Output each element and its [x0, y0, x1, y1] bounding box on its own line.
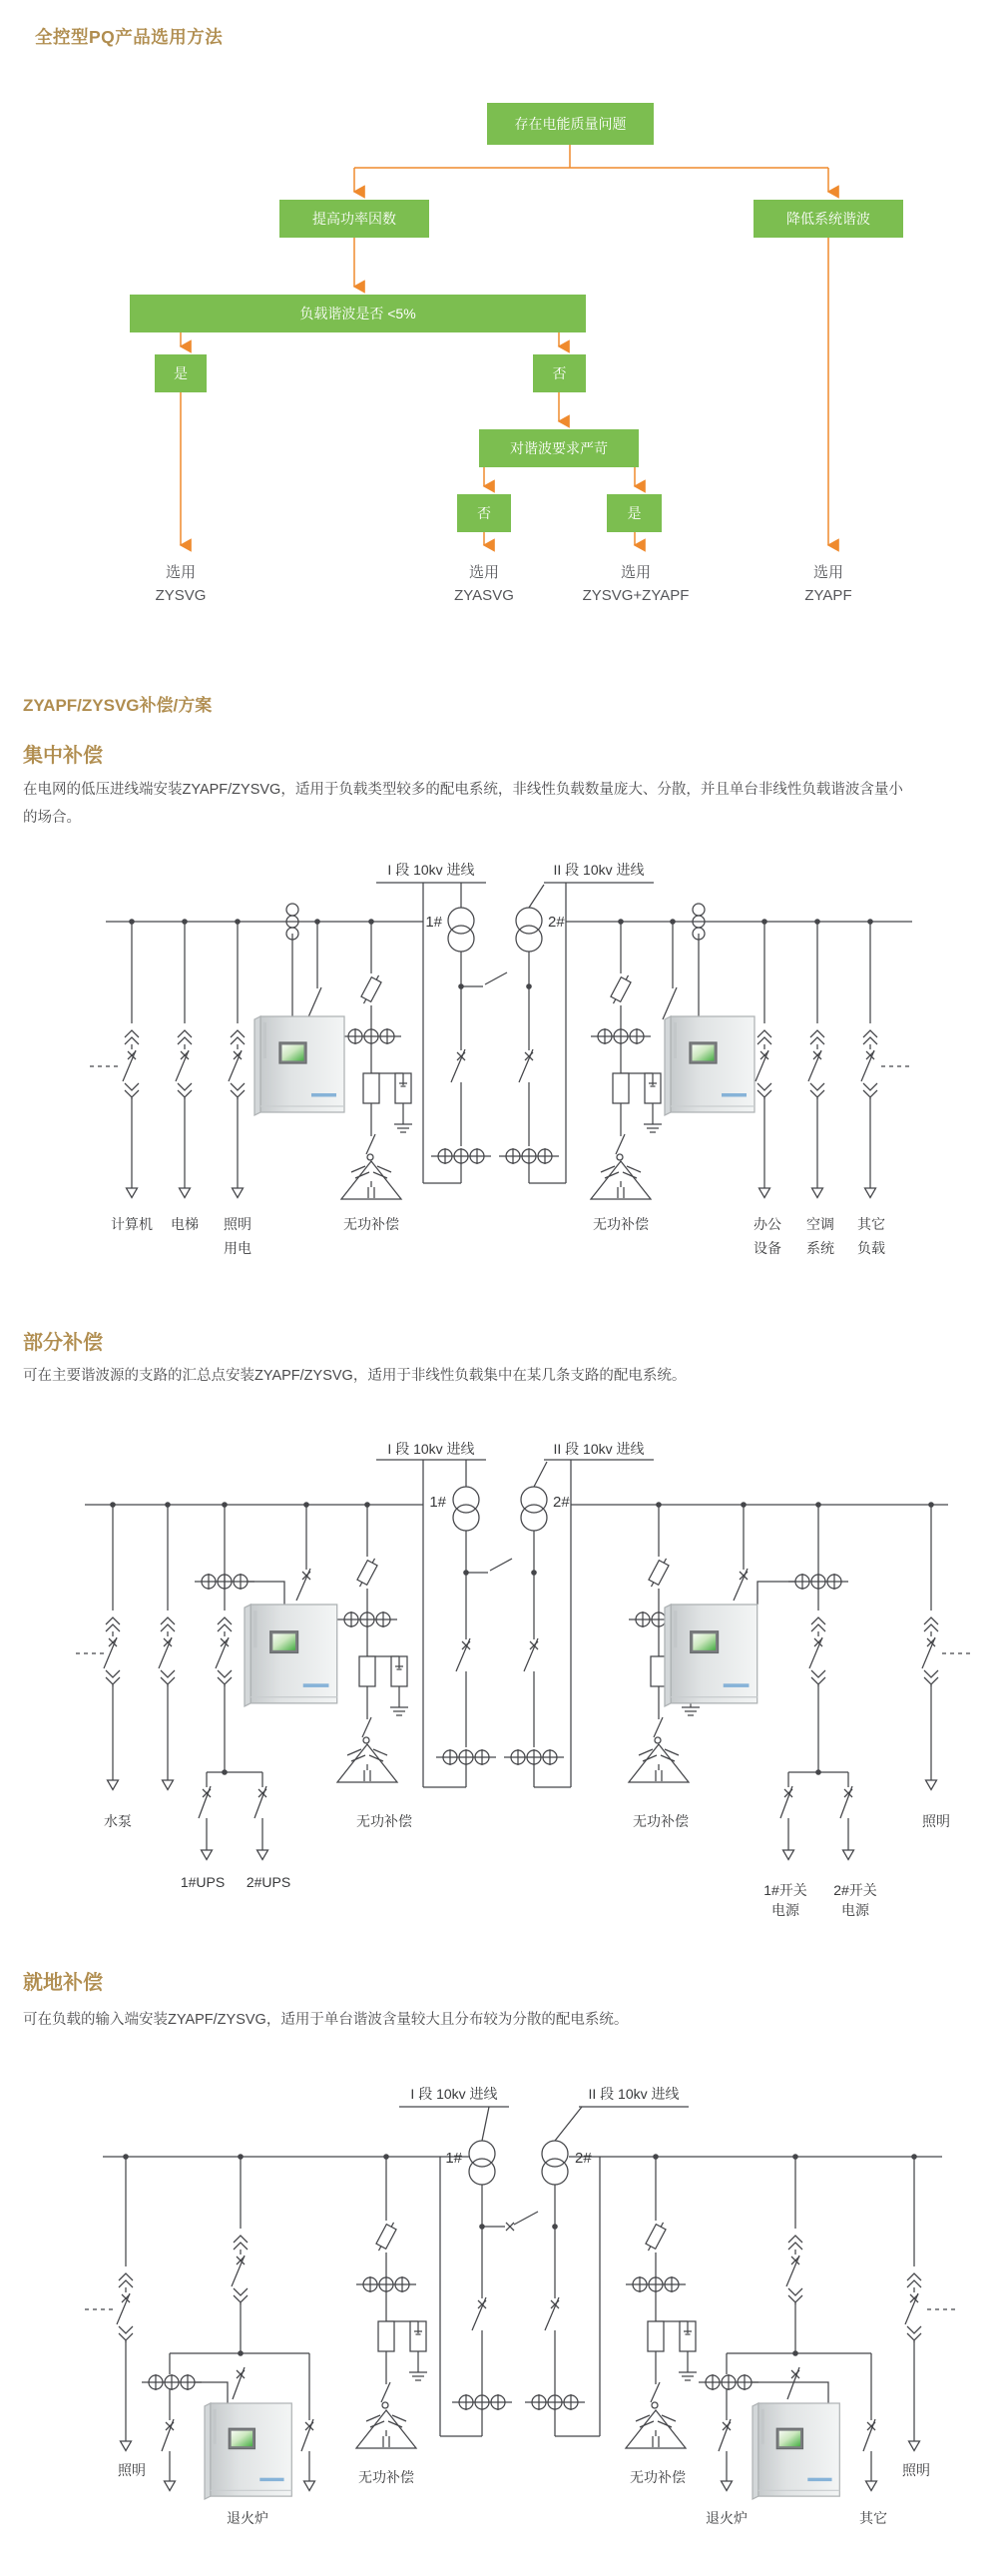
select-label: 选用	[165, 564, 196, 581]
capacitor-bank-icon	[626, 2410, 686, 2448]
load-arrow-icon	[304, 2481, 315, 2491]
transformer-icon	[448, 908, 474, 952]
result-product: ZYSVG+ZYAPF	[582, 587, 690, 604]
load-label: 照明	[118, 2462, 146, 2478]
load-arrow-icon	[108, 1780, 119, 1790]
load-label: 用电	[224, 1240, 252, 1256]
incoming-line-1-label: I 段 10kv 进线	[387, 862, 475, 878]
transformer-icon	[542, 2141, 568, 2185]
load-label: 1#UPS	[180, 1874, 226, 1890]
load-label: 照明	[224, 1216, 252, 1232]
load-label: 办公	[754, 1216, 781, 1232]
load-arrow-icon	[909, 2441, 920, 2451]
section-main-title: ZYAPF/ZYSVG补偿/方案	[23, 696, 213, 715]
transformer-icon	[521, 1487, 547, 1531]
transformer-icon	[516, 908, 542, 952]
flowchart-node-power-factor: 提高功率因数	[279, 200, 429, 238]
load-label: 水泵	[104, 1813, 132, 1829]
load-arrow-icon	[722, 2481, 733, 2491]
breaker-icon	[159, 1617, 175, 1686]
ct-icon	[142, 2374, 202, 2390]
result-product: ZYASVG	[454, 587, 514, 604]
incoming-line-1-label: I 段 10kv 进线	[410, 2086, 498, 2102]
switch-icon	[506, 2223, 514, 2231]
breaker-icon	[905, 2273, 921, 2342]
fuse-icon	[361, 975, 381, 1003]
arrester-icon	[410, 2321, 426, 2351]
diagram-partial	[0, 1428, 1006, 1937]
transformer-2-label: 2#	[553, 1494, 570, 1511]
load-label: 2#UPS	[246, 1874, 291, 1890]
diagram-local	[0, 2077, 1006, 2546]
compensation-label: 无功补偿	[343, 1216, 399, 1232]
transformer-1-label: 1#	[429, 1494, 446, 1511]
load-label: 空调	[806, 1216, 834, 1232]
resistor-icon	[359, 1656, 375, 1686]
load-label: 电源	[771, 1902, 799, 1918]
ct-icon	[337, 1611, 397, 1627]
section-local-title: 就地补偿	[23, 1972, 103, 1994]
capacitor-bank-icon	[591, 1161, 651, 1199]
fuse-icon	[646, 2223, 666, 2251]
resistor-icon	[363, 1073, 379, 1103]
result-product: ZYSVG	[155, 587, 207, 604]
select-label: 选用	[468, 564, 499, 581]
zyapf-cabinet-icon	[245, 1605, 337, 1706]
ground-icon	[644, 1118, 662, 1132]
centralized-desc-line2: 的场合。	[23, 810, 81, 826]
fuse-icon	[649, 1559, 669, 1587]
section-centralized-title: 集中补偿	[23, 745, 103, 767]
compensation-label: 无功补偿	[633, 1813, 689, 1829]
transformer-1-label: 1#	[445, 2150, 462, 2167]
flowchart-result-1	[101, 561, 260, 607]
load-arrow-icon	[233, 1188, 244, 1198]
ground-icon	[390, 1701, 408, 1715]
load-label: 系统	[806, 1240, 834, 1256]
breaker-icon	[176, 1030, 192, 1099]
load-arrow-icon	[202, 1850, 213, 1860]
load-arrow-icon	[783, 1850, 794, 1860]
load-arrow-icon	[865, 1188, 876, 1198]
flowchart-node-yes2: 是	[607, 494, 662, 532]
breaker-icon	[755, 1030, 771, 1099]
breaker-icon	[216, 1617, 232, 1686]
transformer-icon	[453, 1487, 479, 1531]
diagram-centralized	[0, 849, 1006, 1268]
ct-icon	[341, 1028, 401, 1044]
wires	[85, 1460, 948, 1850]
compensation-label: 无功补偿	[630, 2469, 686, 2485]
zyapf-cabinet-icon	[665, 1605, 757, 1706]
hook-switch-icon	[362, 1717, 371, 1743]
ct-icon	[626, 2276, 686, 2292]
ct-icon	[788, 1574, 848, 1590]
ct-icon	[356, 2276, 416, 2292]
load-arrow-icon	[127, 1188, 138, 1198]
ground-icon	[394, 1118, 412, 1132]
load-arrow-icon	[163, 1780, 174, 1790]
load-arrow-icon	[257, 1850, 268, 1860]
load-label: 电梯	[171, 1216, 199, 1232]
load-label: 照明	[902, 2462, 930, 2478]
zyapf-cabinet-icon	[205, 2403, 291, 2499]
transformer-icon	[469, 2141, 495, 2185]
ct-icon	[499, 1148, 559, 1164]
centralized-desc-line1: 在电网的低压进线端安装ZYAPF/ZYSVG，适用于负载类型较多的配电系统，非线性负载数量庞大、分散，并且单台非线性负载谐波含量小	[23, 782, 903, 798]
load-label: 1#开关	[763, 1882, 807, 1898]
hook-switch-icon	[616, 1134, 625, 1160]
flowchart-node-reduce-harmonics: 降低系统谐波	[754, 200, 903, 238]
ct-icon	[431, 1148, 491, 1164]
transformer-2-label: 2#	[575, 2150, 592, 2167]
resistor-icon	[648, 2321, 664, 2351]
fuse-icon	[357, 1559, 377, 1587]
flowchart-result-3	[556, 561, 716, 607]
compensation-label: 无功补偿	[593, 1216, 649, 1232]
flowchart-node-yes1: 是	[155, 354, 207, 392]
fuse-icon	[611, 975, 631, 1003]
load-label: 退火炉	[706, 2510, 748, 2526]
ct-icon	[195, 1574, 254, 1590]
load-arrow-icon	[180, 1188, 191, 1198]
breaker-icon	[922, 1617, 938, 1686]
ground-icon	[679, 2366, 697, 2380]
select-label: 选用	[620, 564, 651, 581]
breaker-icon	[229, 1030, 245, 1099]
breaker-icon	[123, 1030, 139, 1099]
resistor-icon	[613, 1073, 629, 1103]
section-partial-title: 部分补偿	[23, 1332, 103, 1354]
flowchart-node-no1: 否	[533, 354, 586, 392]
load-arrow-icon	[121, 2441, 132, 2451]
hook-switch-icon	[651, 2382, 660, 2408]
transformer-1-label: 1#	[425, 914, 442, 931]
arrester-icon	[680, 2321, 696, 2351]
ct-icon	[591, 1028, 651, 1044]
ct-icon	[504, 1749, 564, 1765]
partial-desc: 可在主要谐波源的支路的汇总点安装ZYAPF/ZYSVG，适用于非线性负载集中在某几条支路的配电系统。	[23, 1368, 687, 1384]
incoming-line-2-label: II 段 10kv 进线	[553, 862, 645, 878]
compensation-label: 无功补偿	[358, 2469, 414, 2485]
fuse-icon	[376, 2223, 396, 2251]
load-label: 其它	[857, 1216, 885, 1232]
incoming-line-2-label: II 段 10kv 进线	[553, 1441, 645, 1457]
flowchart-node-no2: 否	[457, 494, 511, 532]
breaker-icon	[861, 1030, 877, 1099]
flowchart-node-question1: 负载谐波是否 <5%	[130, 295, 586, 332]
page-title: 全控型PQ产品选用方法	[35, 27, 224, 47]
flowchart-result-4	[749, 561, 908, 607]
capacitor-bank-icon	[337, 1744, 397, 1782]
capacitor-bank-icon	[356, 2410, 416, 2448]
breaker-icon	[104, 1617, 120, 1686]
compensation-label: 无功补偿	[356, 1813, 412, 1829]
load-label: 计算机	[111, 1216, 153, 1232]
ct-icon	[452, 2394, 512, 2410]
ct-icon	[436, 1749, 496, 1765]
breaker-icon	[786, 2236, 802, 2304]
flow-arrows	[181, 145, 828, 545]
capacitor-bank-icon	[341, 1161, 401, 1199]
zyapf-cabinet-icon	[753, 2403, 839, 2499]
load-label: 2#开关	[833, 1882, 877, 1898]
load-arrow-icon	[843, 1850, 854, 1860]
local-desc: 可在负载的输入端安装ZYAPF/ZYSVG，适用于单台谐波含量较大且分布较为分散的配电系统。	[23, 2012, 629, 2028]
wires	[106, 883, 912, 1188]
breaker-icon	[232, 2236, 248, 2304]
capacitor-bank-icon	[629, 1744, 689, 1782]
flowchart-result-2	[404, 561, 564, 607]
incoming-line-1-label: I 段 10kv 进线	[387, 1441, 475, 1457]
ct-icon	[525, 2394, 585, 2410]
arrester-icon	[395, 1073, 411, 1103]
resistor-icon	[378, 2321, 394, 2351]
ct-icon	[699, 2374, 758, 2390]
arrester-icon	[645, 1073, 661, 1103]
load-arrow-icon	[866, 2481, 877, 2491]
flowchart-node-root: 存在电能质量问题	[487, 103, 654, 145]
load-label: 退火炉	[227, 2510, 268, 2526]
load-label: 设备	[754, 1240, 781, 1256]
flowchart-node-question2: 对谐波要求严苛	[479, 429, 639, 467]
load-arrow-icon	[759, 1188, 770, 1198]
hook-switch-icon	[366, 1134, 375, 1160]
load-arrow-icon	[165, 2481, 176, 2491]
ground-icon	[409, 2366, 427, 2380]
load-arrow-icon	[812, 1188, 823, 1198]
load-arrow-icon	[926, 1780, 937, 1790]
load-label: 照明	[922, 1813, 950, 1829]
load-label: 电源	[841, 1902, 869, 1918]
hook-switch-icon	[381, 2382, 390, 2408]
breaker-icon	[809, 1617, 825, 1686]
incoming-line-2-label: II 段 10kv 进线	[588, 2086, 680, 2102]
arrester-icon	[391, 1656, 407, 1686]
zyapf-cabinet-icon	[254, 1016, 344, 1115]
breaker-icon	[808, 1030, 824, 1099]
transformer-2-label: 2#	[548, 914, 565, 931]
select-label: 选用	[812, 564, 843, 581]
zyapf-cabinet-icon	[665, 1016, 754, 1115]
load-label: 其它	[859, 2510, 887, 2526]
breaker-icon	[117, 2273, 133, 2342]
result-product: ZYAPF	[804, 587, 852, 604]
load-label: 负载	[857, 1240, 885, 1256]
hook-switch-icon	[654, 1717, 663, 1743]
